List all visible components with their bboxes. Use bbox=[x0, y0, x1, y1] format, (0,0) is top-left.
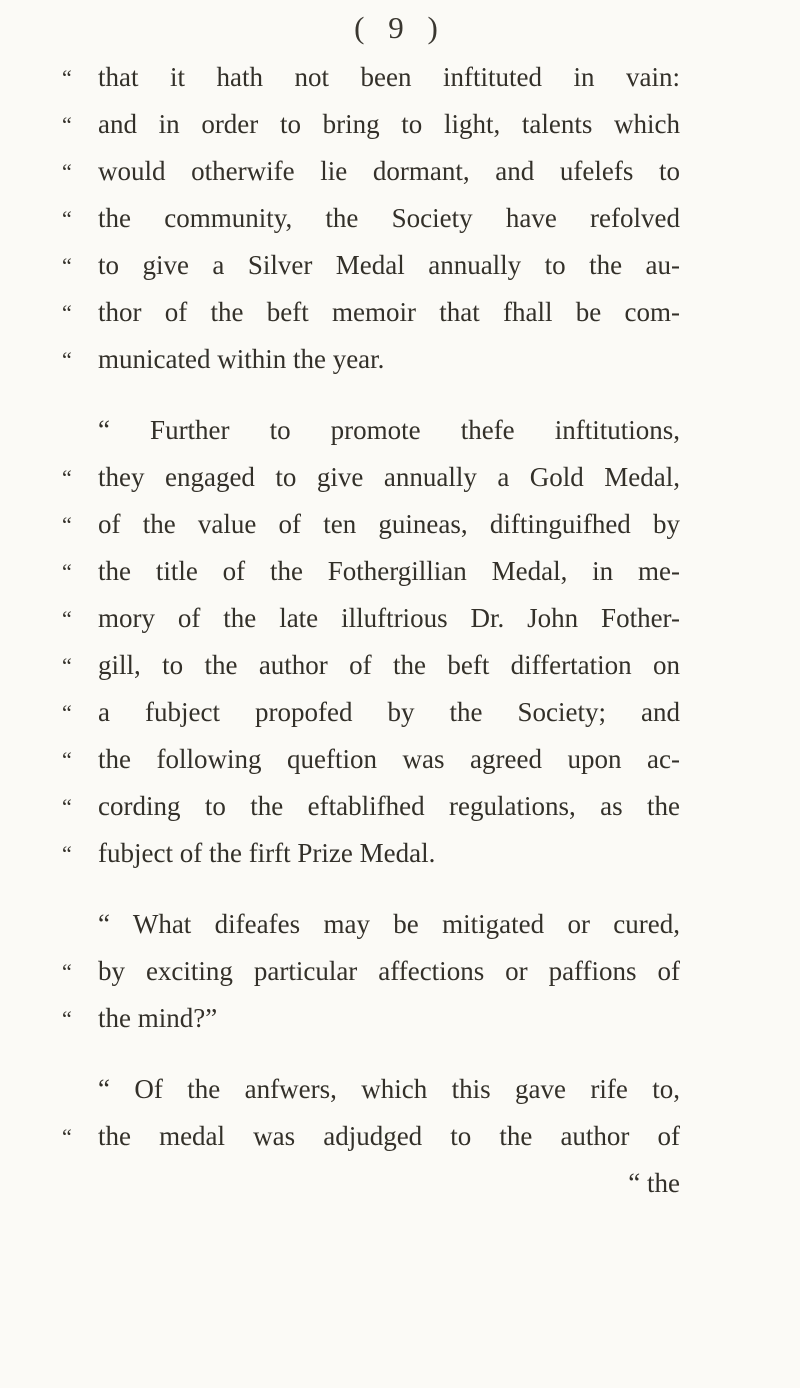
paragraph-gap bbox=[62, 877, 680, 901]
text-line bbox=[62, 995, 680, 1042]
text-line bbox=[62, 101, 680, 148]
line-text: that it hath not been inftituted in vain: bbox=[98, 62, 680, 92]
catchword-line bbox=[62, 1160, 680, 1207]
line-text: mory of the late illuftrious Dr. John Fother- bbox=[98, 603, 680, 633]
line-text: gill, to the author of the beft differtation on bbox=[98, 650, 680, 680]
text-line bbox=[62, 195, 680, 242]
quote-mark: “ bbox=[62, 841, 72, 866]
line-text: cording to the eftablifhed regulations, as the bbox=[98, 791, 680, 821]
text-line bbox=[62, 901, 680, 948]
text-line bbox=[62, 830, 680, 877]
paragraph-4 bbox=[62, 1066, 680, 1207]
text-line bbox=[62, 548, 680, 595]
line-text: a fubject propofed by the Society; and bbox=[98, 697, 680, 727]
quote-mark: “ bbox=[62, 300, 72, 325]
line-text: would otherwife lie dormant, and ufelefs to bbox=[98, 156, 680, 186]
line-text: “ Of the anfwers, which this gave rife to, bbox=[98, 1074, 680, 1104]
page-number: ( 9 ) bbox=[354, 10, 446, 45]
quote-mark: “ bbox=[62, 747, 72, 772]
text-line bbox=[62, 689, 680, 736]
line-text: the mind?” bbox=[98, 1003, 218, 1033]
line-text: “ What difeafes may be mitigated or cured, bbox=[98, 909, 680, 939]
text-line bbox=[62, 642, 680, 689]
text-line bbox=[62, 783, 680, 830]
quote-mark: “ bbox=[62, 465, 72, 490]
text-line bbox=[62, 595, 680, 642]
paragraph-1 bbox=[62, 54, 680, 383]
line-text: the medal was adjudged to the author of bbox=[98, 1121, 680, 1151]
quote-mark: “ bbox=[62, 653, 72, 678]
line-text: by exciting particular affections or paffions of bbox=[98, 956, 680, 986]
paragraph-gap bbox=[62, 383, 680, 407]
paragraph-2 bbox=[62, 407, 680, 877]
text-line bbox=[62, 54, 680, 101]
text-line bbox=[62, 1066, 680, 1113]
line-text: thor of the beft memoir that fhall be com- bbox=[98, 297, 680, 327]
line-text: the following queftion was agreed upon ac- bbox=[98, 744, 680, 774]
text-line bbox=[62, 736, 680, 783]
quote-mark: “ bbox=[62, 606, 72, 631]
line-text: “ Further to promote thefe inftitutions, bbox=[98, 415, 680, 445]
line-text: of the value of ten guineas, diftinguifhed by bbox=[98, 509, 680, 539]
quote-mark: “ bbox=[62, 112, 72, 137]
text-line bbox=[62, 454, 680, 501]
text-line bbox=[62, 289, 680, 336]
line-text: the title of the Fothergillian Medal, in me- bbox=[98, 556, 680, 586]
text-line bbox=[62, 242, 680, 289]
quote-mark: “ bbox=[62, 65, 72, 90]
text-line bbox=[62, 948, 680, 995]
line-text: the community, the Society have refolved bbox=[98, 203, 680, 233]
text-line bbox=[62, 336, 680, 383]
body-text bbox=[62, 54, 680, 1207]
quote-mark: “ bbox=[62, 700, 72, 725]
quote-mark: “ bbox=[62, 159, 72, 184]
quote-mark: “ bbox=[62, 559, 72, 584]
quote-mark: “ bbox=[62, 512, 72, 537]
quote-mark: “ bbox=[62, 794, 72, 819]
paragraph-gap bbox=[62, 1042, 680, 1066]
quote-mark: “ bbox=[62, 253, 72, 278]
line-text: to give a Silver Medal annually to the au- bbox=[98, 250, 680, 280]
quote-mark: “ bbox=[62, 959, 72, 984]
catchword: “ the bbox=[628, 1168, 680, 1198]
text-line bbox=[62, 407, 680, 454]
text-line bbox=[62, 501, 680, 548]
paragraph-3 bbox=[62, 901, 680, 1042]
quote-mark: “ bbox=[62, 206, 72, 231]
line-text: municated within the year. bbox=[98, 344, 385, 374]
quote-mark: “ bbox=[62, 1006, 72, 1031]
line-text: fubject of the firft Prize Medal. bbox=[98, 838, 436, 868]
quote-mark: “ bbox=[62, 347, 72, 372]
text-line bbox=[62, 1113, 680, 1160]
line-text: and in order to bring to light, talents which bbox=[98, 109, 680, 139]
quote-mark: “ bbox=[62, 1124, 72, 1149]
line-text: they engaged to give annually a Gold Medal, bbox=[98, 462, 680, 492]
text-line bbox=[62, 148, 680, 195]
